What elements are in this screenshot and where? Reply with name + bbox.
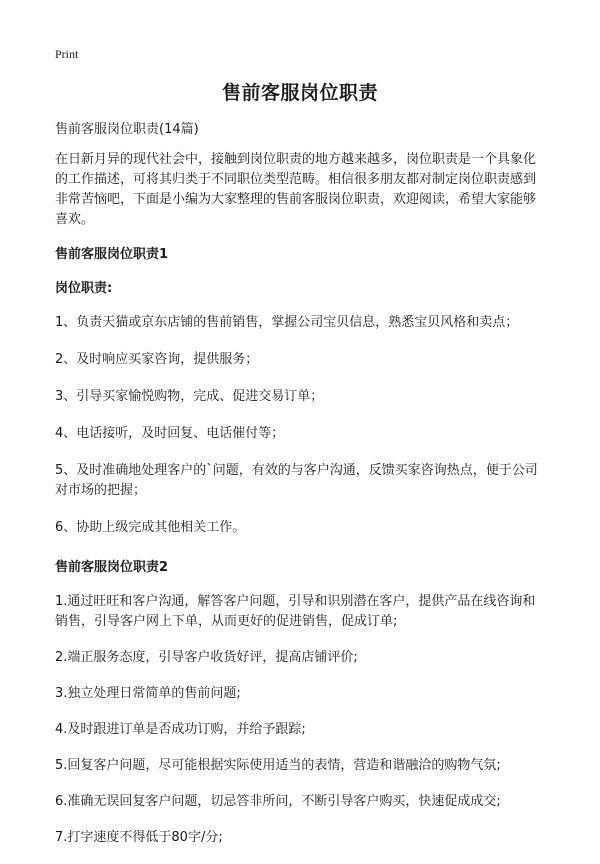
section-heading-2: 售前客服岗位职责2 xyxy=(55,560,169,575)
list-item: 2、及时响应买家咨询，提供服务； xyxy=(55,352,259,367)
list-item: 6.准确无误回复客户问题，切忌答非所问，不断引导客户购买，快速促成成交; xyxy=(55,794,501,809)
list-item: 7.打字速度不得低于80字/分; xyxy=(55,830,223,845)
document-body xyxy=(55,120,548,864)
document-subtitle: 售前客服岗位职责(14篇) xyxy=(55,122,199,137)
list-item: 4、电话接听，及时回复、电话催付等； xyxy=(55,426,285,441)
list-item: 3、引导买家愉悦购物，完成、促进交易订单； xyxy=(55,389,324,404)
list-item: 2.端正服务态度，引导客户收货好评，提高店铺评价; xyxy=(55,650,358,665)
print-label: Print xyxy=(55,47,79,61)
page-title: 售前客服岗位职责 xyxy=(221,82,378,104)
list-item: 1.通过旺旺和客户沟通，解答客户问题，引导和识别潜在客户，提供产品在线咨询和销售，引导客户网上下单，从而更好的促进销售，促成订单; xyxy=(55,594,536,629)
list-item: 1、负责天猫或京东店铺的售前销售，掌握公司宝贝信息，熟悉宝贝风格和卖点； xyxy=(55,315,519,330)
list-item: 3.独立处理日常简单的售前问题; xyxy=(55,686,241,701)
list-item: 5.回复客户问题，尽可能根据实际使用适当的表情，营造和谐融洽的购物气氛; xyxy=(55,758,501,773)
section-heading-1: 售前客服岗位职责1 xyxy=(55,247,169,262)
list-item: 4.及时跟进订单是否成功订购，并给予跟踪; xyxy=(55,722,306,737)
intro-paragraph: 在日新月异的现代社会中，接触到岗位职责的地方越来越多，岗位职责是一个具象化的工作描述，可将其归类于不同职位类型范畴。相信很多朋友都对制定岗位职责感到非常苦恼吧，下面是小编为大家整理的售前客服岗位职责，欢迎阅读，希望大家能够喜欢。 xyxy=(55,152,537,227)
list-item: 6、协助上级完成其他相关工作。 xyxy=(55,520,246,535)
list-item: 5、及时准确地处理客户的`问题，有效的与客户沟通，反馈买家咨询热点，便于公司对市场的把握； xyxy=(55,463,538,498)
section-subheading: 岗位职责: xyxy=(55,281,113,296)
